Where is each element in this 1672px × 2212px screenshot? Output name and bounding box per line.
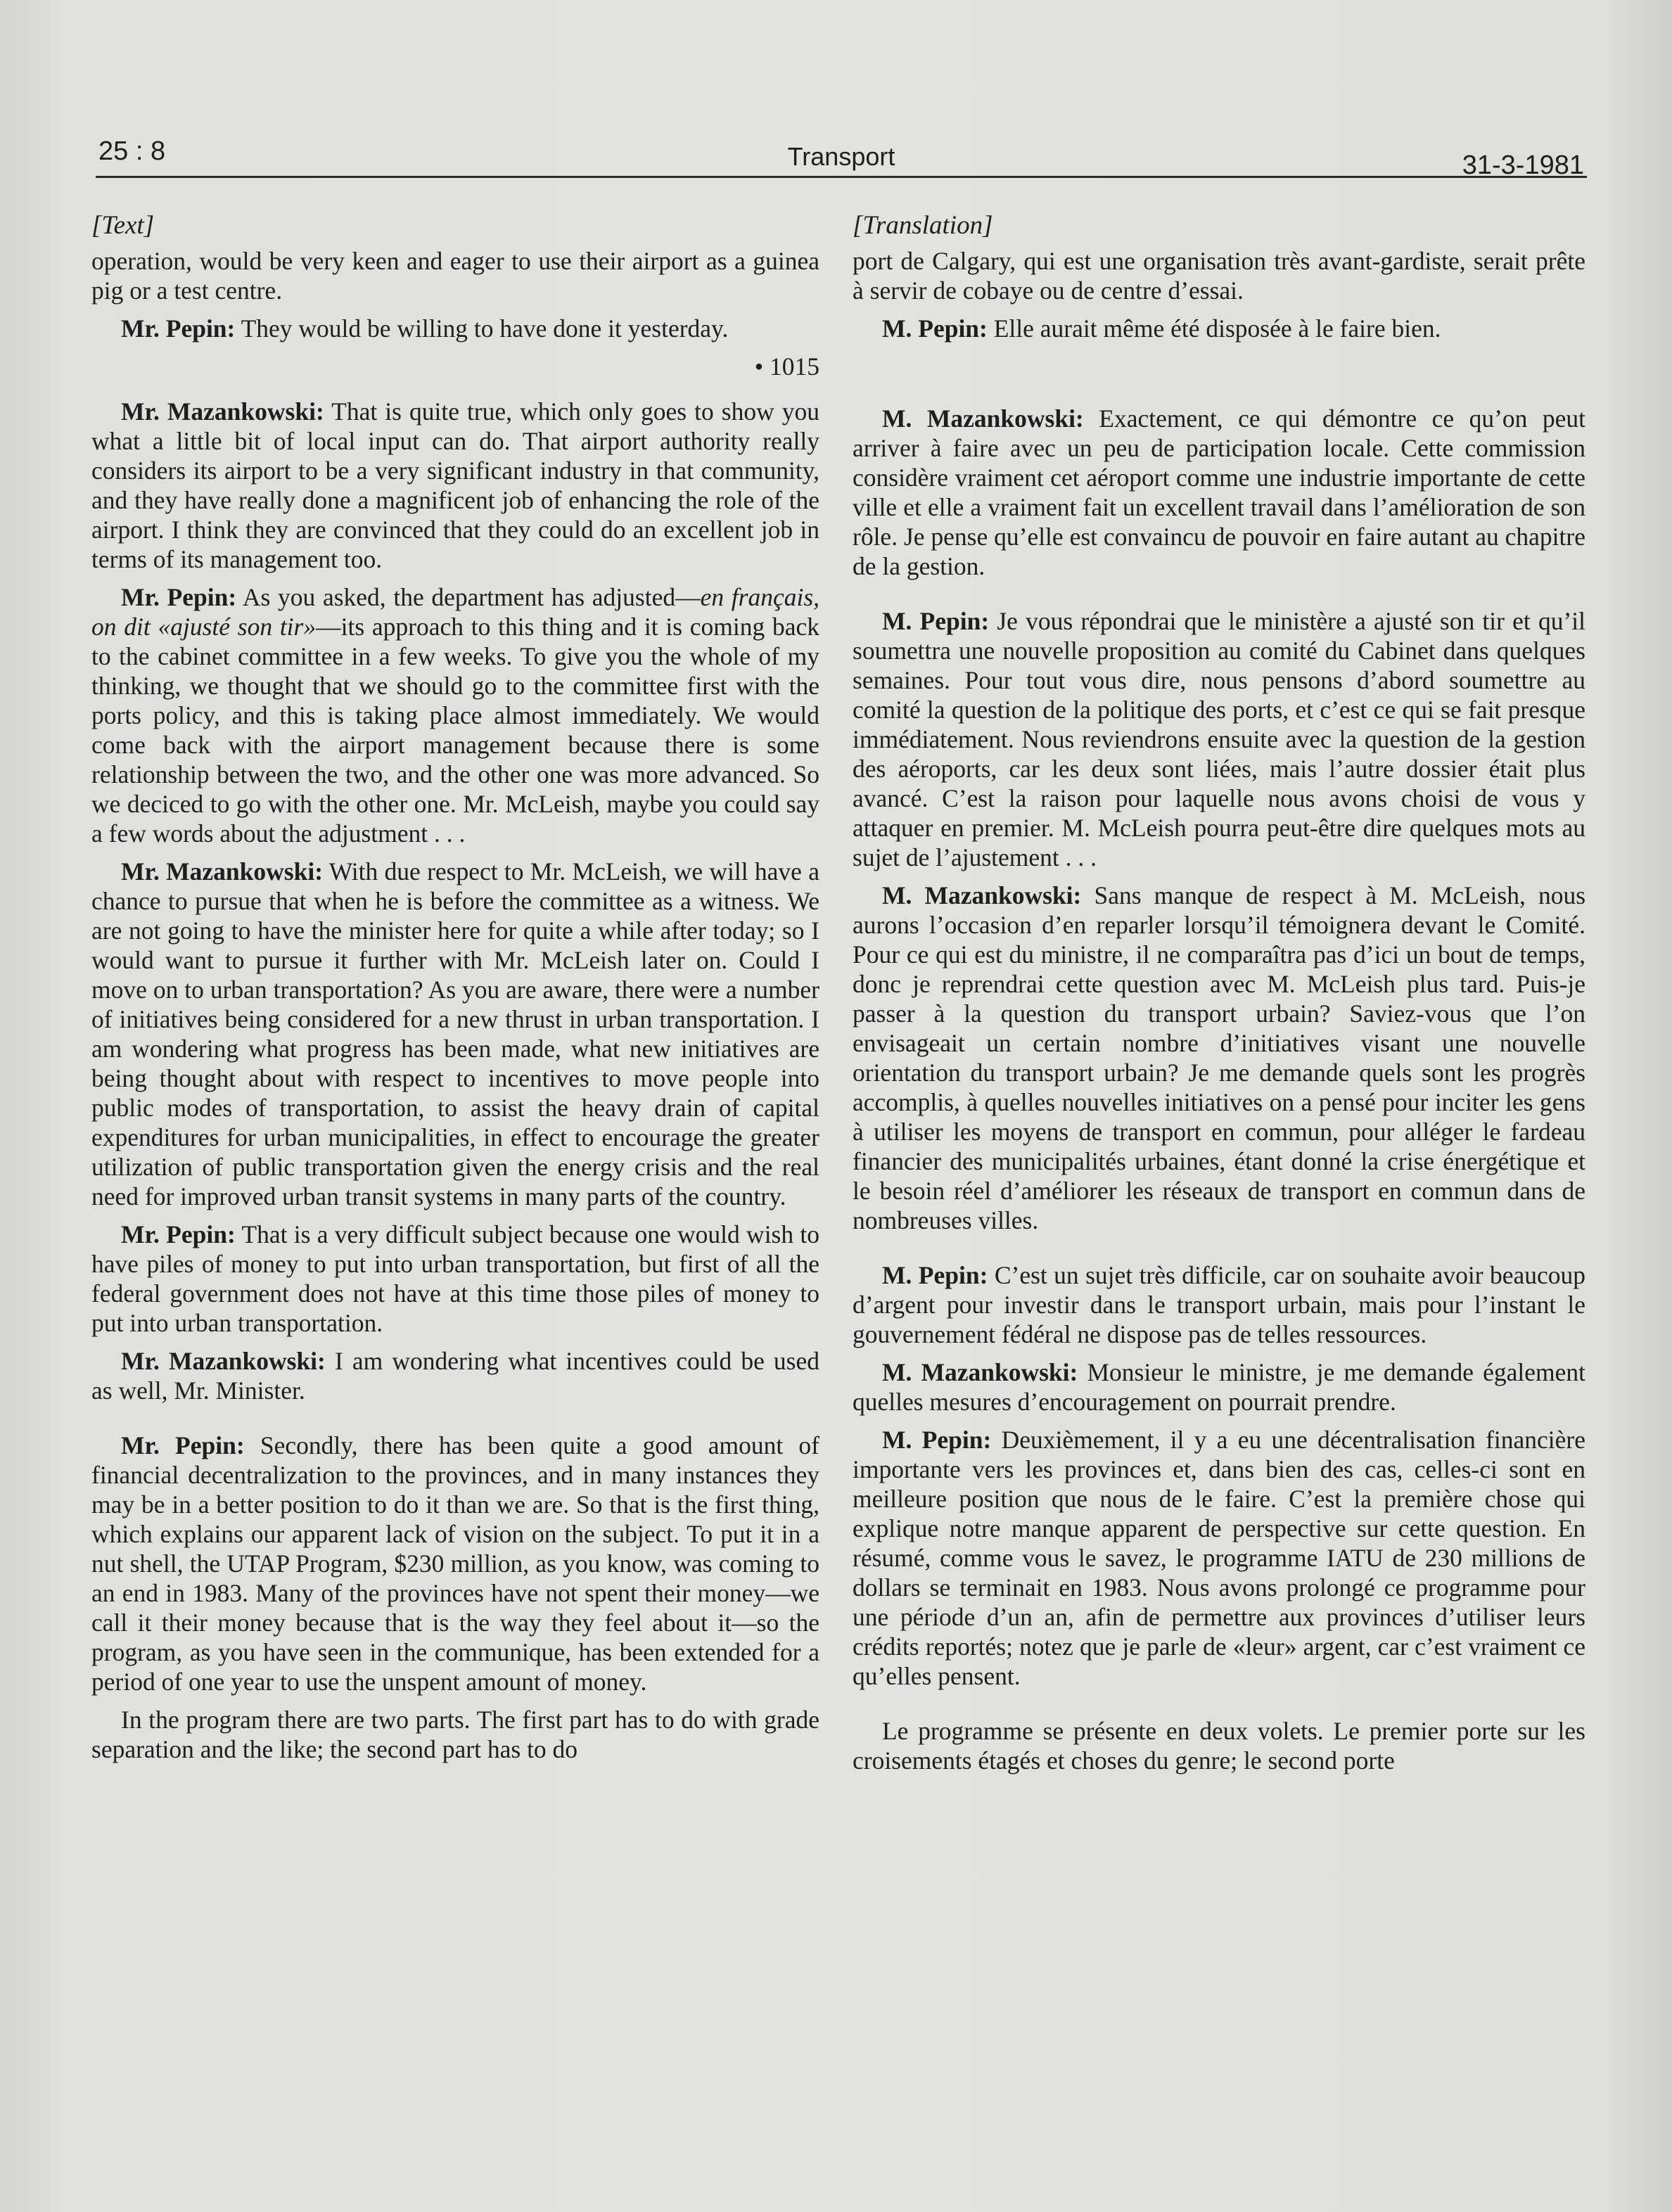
page-number: 25 : 8 (98, 136, 166, 166)
speaker-name: M. Pepin: (882, 1261, 988, 1289)
speaker-name: Mr. Pepin: (121, 1220, 236, 1248)
speaker-name: Mr. Pepin: (121, 583, 237, 611)
paragraph: Mr. Mazankowski: With due respect to Mr. McLeish, we will have a chance to pursue that when he is before the committee as a witness. We are not going to have the minister here for quite a while after today; so I would want to pursue it further with Mr. McLeish later on. Could I move on to urban transportation? As you are aware, there were a number of initiatives being considered for a new thrust in urban transportation. I am wondering what progress has been made, what new initiatives are being thought about with respect to incentives to move people into public modes of transportation, to assist the heavy drain of capital expenditures for urban municipalities, in effect to encourage the greater utilization of public transportation given the energy crisis and the real need for improved urban transit systems in many parts of the country. (91, 857, 819, 1210)
paragraph: M. Pepin: Deuxièmement, il y a eu une décentralisation financière importante vers les provinces et, dans bien des cas, celles-ci sont en meilleure position que nous de le faire. C’est la première chose qui explique notre manque apparent de perspective sur cette question. En résumé, comme vous le savez, le programme IATU de 230 millions de dollars se terminait en 1983. Nous avons prolongé ce programme pour une période d’un an, afin de permettre aux provinces d’utiliser leurs crédits reportés; notez que je parle de «leur» argent, car c’est vraiment ce qu’elles pensent. (853, 1426, 1585, 1690)
speaker-name: M. Pepin: (882, 607, 990, 635)
paragraph: Mr. Mazankowski: That is quite true, which only goes to show you what a little bit of local input can do. That airport authority really considers its airport to be a very significant industry in that community, and they have really done a magnificent job of enhancing the role of the airport. I think they are convinced that they could do an excellent job in terms of its management too. (91, 397, 819, 573)
spacer (853, 352, 1585, 404)
paragraph: M. Mazankowski: Exactement, ce qui démontre ce qu’on peut arriver à faire avec un peu de participation locale. Cette commission considère vraiment cet aéroport comme une industrie importante de cette ville et elle a vraiment fait un excellent travail dans l’amélioration de son rôle. Je pense qu’elle est convaincu de pouvoir en faire autant au chapitre de la gestion. (853, 404, 1586, 580)
running-title: Transport (787, 142, 895, 171)
paragraph: M. Mazankowski: Monsieur le ministre, je me demande également quelles mesures d’encouragement on pourrait prendre. (853, 1358, 1585, 1416)
spacer (853, 589, 1585, 606)
english-column (91, 211, 819, 1772)
french-column (853, 211, 1585, 1784)
paragraph: Le programme se présente en deux volets. Le premier porte sur les croisements étagés et choses du genre; le second porte (853, 1717, 1585, 1775)
paragraph: Mr. Pepin: As you asked, the department has adjusted—en français, on dit «ajusté son tir»—its approach to this thing and it is coming back to the cabinet committee in a few weeks. To give you the whole of my thinking, we thought that we should go to the committee first with the ports policy, and this is taking place almost immediately. We would come back with the airport management because there is some relationship between the two, and the other one was more advanced. So we deciced to go with the other one. Mr. McLeish, maybe you could say a few words about the adjustment . . . (91, 583, 820, 848)
speaker-name: M. Pepin: (882, 1426, 992, 1454)
paragraph: operation, would be very keen and eager to use their airport as a guinea pig or a test centre. (91, 247, 819, 305)
translation-tag: [Translation] (853, 211, 993, 240)
paragraph: M. Mazankowski: Sans manque de respect à M. McLeish, nous aurons l’occasion d’en reparler lorsqu’il témoignera devant le Comité. Pour ce qui est du ministre, il ne comparaîtra pas d’ici un bout de temps, donc je reprendrai cette question avec M. McLeish plus tard. Puis-je passer à la question du transport urbain? Saviez-vous que l’on envisageait un certain nombre d’initiatives visant une nouvelle orientation du transport urbain? Je me demande quels sont les progrès accomplis, à quelles nouvelles initiatives on a pensé pour inciter les gens à utiliser les moyens de transport en commun, pour alléger le fardeau financier des municipalités urbaines, étant donné la crise énergétique et le besoin réel d’améliorer les réseaux de transport en commun dans de nombreuses villes. (853, 881, 1586, 1234)
speaker-name: Mr. Mazankowski: (121, 397, 324, 426)
text-tag: [Text] (91, 211, 155, 240)
paragraph: Mr. Pepin: They would be willing to have done it yesterday. (121, 314, 729, 343)
paragraph: M. Pepin: Je vous répondrai que le ministère a ajusté son tir et qu’il soumettra une nouvelle proposition au comité du Cabinet dans quelques semaines. Pour tout vous dire, nous pensons d’abord soumettre au comité la question de la politique des ports, et c’est ce qui se fait presque immédiatement. Nous reviendrons ensuite avec la question de la gestion des aéroports, car les deux sont liées, mais l’autre dossier était plus avancé. C’est la raison pour laquelle nous avons choisi de vous y attaquer en premier. M. McLeish pourra peut-être dire quelques mots au sujet de l’ajustement . . . (853, 607, 1585, 871)
spacer (91, 1414, 819, 1431)
paragraph: Mr. Pepin: That is a very difficult subject because one would wish to have piles of money to put into urban transportation, but first of all the federal government does not have at this time those piles of money to put into urban transportation. (91, 1220, 820, 1337)
paragraph: In the program there are two parts. The first part has to do with grade separation and the like; the second part has to do (91, 1706, 819, 1763)
page-header (96, 134, 1587, 178)
paragraph: port de Calgary, qui est une organisation très avant-gardiste, serait prête à servir de cobaye ou de centre d’essai. (853, 247, 1585, 305)
spacer (853, 1244, 1585, 1260)
time-marker: • 1015 (754, 352, 819, 381)
spacer (853, 1699, 1585, 1716)
paragraph: Mr. Pepin: Secondly, there has been quite a good amount of financial decentralization to the provinces, and in many instances they may be in a better position to do it than we are. So that is the first thing, which explains our apparent lack of vision on the subject. To put it in a nut shell, the UTAP Program, $230 million, as you know, was coming to an end in 1983. Many of the provinces have not spent their money—we call it their money because that is the way they feel about it—so the program, as you have seen in the communique, has been extended for a period of one year to use the unspent amount of money. (91, 1431, 819, 1696)
speaker-name: M. Mazankowski: (882, 404, 1084, 433)
speaker-name: Mr. Mazankowski: (121, 857, 324, 886)
speaker-name: M. Pepin: (882, 314, 988, 343)
speaker-name: Mr. Pepin: (121, 314, 236, 343)
paragraph: M. Pepin: C’est un sujet très difficile, car on souhaite avoir beaucoup d’argent pour investir dans le transport urbain, mais pour l’instant le gouvernement fédéral ne dispose pas de telles ressources. (853, 1261, 1586, 1348)
paragraph: M. Pepin: Elle aurait même été disposée à le faire bien. (882, 314, 1441, 343)
speaker-name: Mr. Pepin: (121, 1431, 245, 1459)
page-date: 31-3-1981 (1462, 151, 1584, 180)
speaker-name: Mr. Mazankowski: (121, 1347, 326, 1375)
speaker-name: M. Mazankowski: (882, 881, 1082, 909)
paragraph: Mr. Mazankowski: I am wondering what incentives could be used as well, Mr. Minister. (91, 1347, 819, 1405)
speaker-name: M. Mazankowski: (882, 1358, 1078, 1386)
